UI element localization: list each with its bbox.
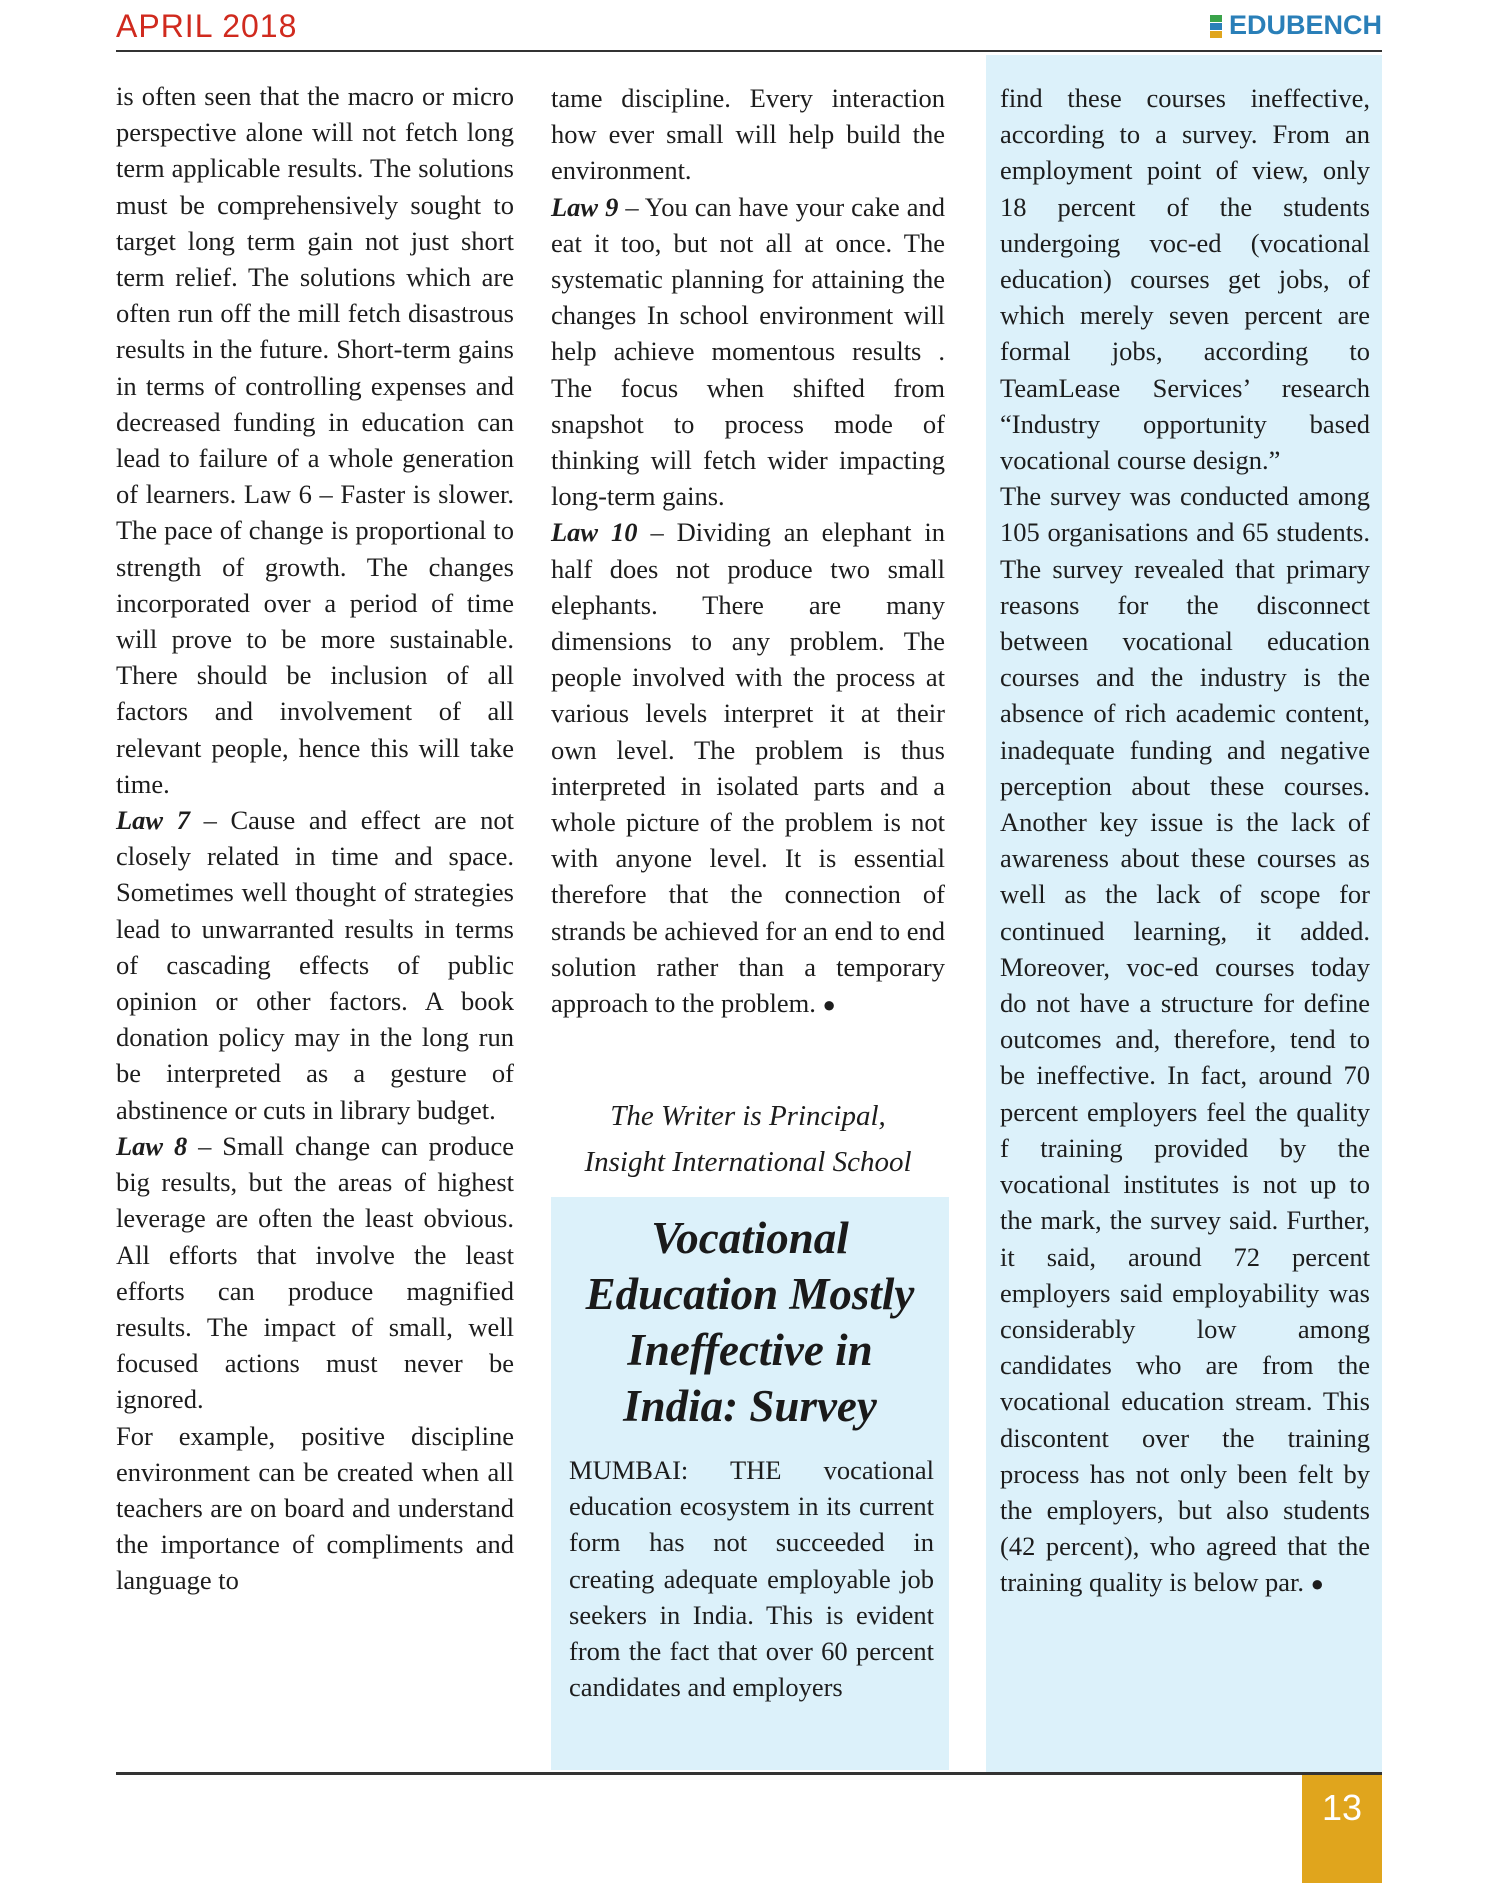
article-column-1 (116, 78, 514, 1599)
paragraph: For example, positive discipline environment can be created when all teachers are on board and understand the importance of compliments and language to (116, 1420, 514, 1596)
law-8-paragraph (116, 1128, 514, 1418)
writer-line-1: The Writer is Principal, (610, 1100, 886, 1132)
news-column-3 (1000, 80, 1370, 1603)
top-divider (116, 50, 1382, 52)
law-label: Law 9 (551, 191, 619, 222)
brand-name: EDUBENCH (1228, 10, 1382, 40)
law-text: – Cause and effect are not closely related in time and space. Sometimes well thought of strategies lead to unwarranted results in terms of cascading effects of public opinion or other factors. A book donation policy may in the long run be interpreted as a gesture of abstinence or cuts in library budget. (116, 805, 514, 1125)
law-7-paragraph (116, 802, 514, 1128)
header-date: APRIL 2018 (116, 8, 298, 44)
bottom-divider (116, 1772, 1382, 1775)
headline-line-3: Ineffective in (627, 1325, 873, 1375)
paragraph: MUMBAI: THE vocational education ecosystem in its current form has not succeeded in creating adequate employable job seekers in India. This is evident from the fact that over 60 percent candidates and employers (569, 1455, 934, 1703)
paragraph (1000, 478, 1370, 1602)
law-text: – You can have your cake and eat it too, but not all at once. The systematic planning for attaining the changes In school environment will help achieve momentous results . The focus when shifted from snapshot to process mode of thinking will fetch wider impacting long-term gains. (551, 191, 945, 512)
headline-line-4: India: Survey (623, 1381, 877, 1431)
law-text: – Small change can produce big results, but the areas of highest leverage are often the least obvious. All efforts that involve the least efforts can produce magnified results. The impact of small, well focused actions must never be ignored. (116, 1130, 514, 1415)
writer-line-2: Insight International School (584, 1146, 912, 1178)
writer-credit (551, 1093, 945, 1185)
paragraph: is often seen that the macro or micro perspective alone will not fetch long term applicable results. The solutions must be comprehensively sought to target long term gain not just short term relief. The solutions which are often run off the mill fetch disastrous results in the future. Short-term gains in terms of controlling expenses and decreased funding in education can lead to failure of a whole generation of learners. Law 6 – Faster is slower. The pace of change is proportional to strength of growth. The changes incorporated over a period of time will prove to be more sustainable. There should be inclusion of all factors and involvement of all relevant people, hence this will take time. (116, 81, 514, 799)
paragraph-text: The survey was conducted among 105 organisations and 65 students. The survey revealed that primary reasons for the disconnect between vocational education courses and the industry is the absence of rich academic content, inadequate funding and negative perception about these courses. Another key issue is the lack of awareness about these courses as well as the lack of scope for continued learning, it added. Moreover, voc-ed courses today do not have a structure for define outcomes and, therefore, tend to be ineffective. In fact, around 70 percent employers feel the quality f training provided by the vocational institutes is not up to the mark, the survey said. Further, it said, around 72 percent employers said employability was considerably low among candidates who are from the vocational education stream. This discontent over the training process has not only been felt by the employers, but also students (42 percent), who agreed that the training quality is below par. (1000, 481, 1370, 1598)
brand-logo (1209, 10, 1382, 41)
law-label: Law 8 (116, 1130, 188, 1161)
edubench-logo-icon (1209, 13, 1223, 39)
law-label: Law 10 (551, 517, 638, 548)
news-headline (556, 1210, 944, 1434)
law-text: – Dividing an elephant in half does not produce two small elephants. There are many dimensions to any problem. The people involved with the process at various levels interpret it at their own level. The problem is thus interpreted in isolated parts and a whole picture of the problem is not with anyone level. It is essential therefore that the connection of strands be achieved for an end to end solution rather than a temporary approach to the problem. (551, 517, 945, 1019)
news-body-start (569, 1452, 934, 1705)
law-9-paragraph (551, 189, 945, 515)
headline-line-2: Education Mostly (585, 1269, 915, 1319)
page-number: 13 (1302, 1775, 1382, 1883)
law-label: Law 7 (116, 805, 190, 836)
paragraph: find these courses ineffective, according to a survey. From an employment point of view, only 18 percent of the students undergoing voc-ed (vocational education) courses get jobs, of which merely seven percent are formal jobs, according to TeamLease Services’ research “Industry opportunity based vocational course design.” (1000, 83, 1370, 476)
end-bullet-icon: ● (1310, 1571, 1324, 1597)
paragraph: tame discipline. Every interaction how ever small will help build the environment. (551, 83, 945, 186)
headline-line-1: Vocational (651, 1213, 849, 1263)
end-bullet-icon: ● (822, 992, 836, 1018)
law-10-paragraph (551, 514, 945, 1023)
article-column-2 (551, 80, 945, 1023)
